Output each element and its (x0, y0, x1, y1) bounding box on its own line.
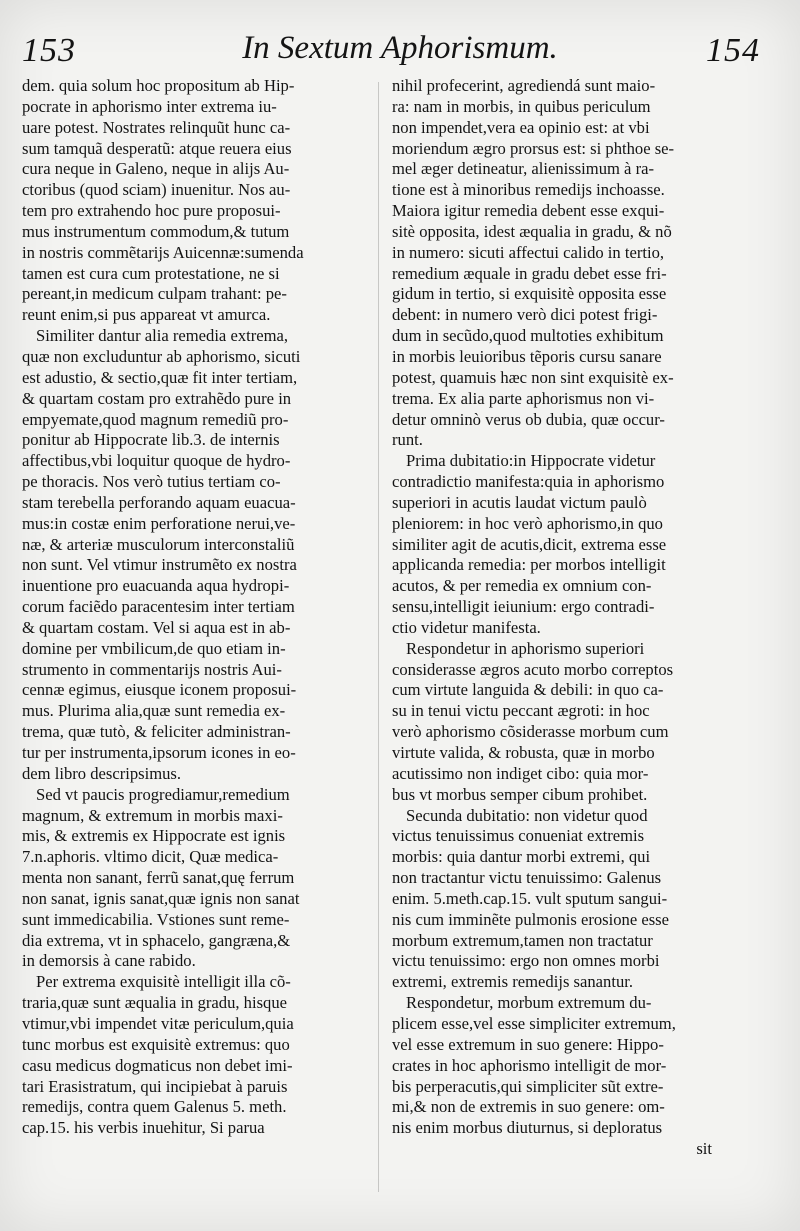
text-line: morbis: quia dantur morbi extremi, qui (392, 847, 651, 867)
text-line: plicem esse,vel esse simpliciter extremum, (392, 1013, 676, 1033)
text-line: corum faciẽdo paracentesim inter tertiam (22, 597, 295, 617)
text-line: tari Erasistratum, qui incipiebat à paruis (22, 1076, 288, 1096)
text-line: trema, quæ tutò, & feliciter administran- (22, 722, 291, 742)
text-line: tunc morbus est exquisitè extremus: quo (22, 1034, 290, 1054)
running-title: In Sextum Aphorismum. (242, 30, 558, 66)
text-line: potest, quamuis hæc non sint exquisitè ex- (392, 367, 674, 387)
text-line: bis perperacutis,qui simpliciter sũt extre- (392, 1076, 664, 1096)
text-line: similiter agit de acutis,dicit, extrema esse (392, 534, 667, 554)
text-line: sunt immedicabilia. Vstiones sunt reme- (22, 909, 290, 929)
text-line: nis enim morbus diuturnus, si deploratus (392, 1118, 663, 1138)
text-line: næ, & arteriæ musculorum interconstaliũ (22, 534, 295, 554)
text-line: acutissimo non indiget cibo: quia mor- (392, 763, 649, 783)
text-line: verò aphorismo cõsiderasse morbum cum (392, 722, 669, 742)
text-line: detur omninò verus ob dubia, quæ occur- (392, 409, 665, 429)
left-text-column (22, 76, 378, 1139)
text-line: in nostris commẽtarijs Auicennæ:sumenda (22, 242, 304, 262)
text-line: superiori in acutis laudat victum paulò (392, 492, 647, 512)
text-line: contradictio manifesta:quia in aphorismo (392, 472, 665, 492)
text-line: pocrate in aphorismo inter extrema iu- (22, 96, 277, 116)
text-line: enim. 5.meth.cap.15. vult sputum sangui- (392, 888, 668, 908)
text-line: ctio videtur manifesta. (392, 617, 541, 637)
text-line: Similiter dantur alia remedia extrema, (36, 326, 289, 346)
column-divider (378, 82, 379, 1192)
text-line: tem pro extrahendo hoc pure proposui- (22, 201, 281, 221)
text-line: trema. Ex alia parte aphorismus non vi- (392, 388, 655, 408)
text-line: strumento in commentarijs nostris Aui- (22, 659, 282, 679)
text-line: considerasse ægros acuto morbo correptos (392, 659, 674, 679)
text-line: sensu,intelligit ieiunium: ergo contradi- (392, 597, 655, 617)
text-line: pe thoracis. Nos verò tutius tertiam co- (22, 472, 281, 492)
text-line: mus instrumentum commodum,& tutum (22, 221, 290, 241)
text-line: gidum in tertio, si exquisitè opposita esse (392, 284, 667, 304)
text-line: non tractantur victu tenuissimo: Galenus (392, 868, 662, 888)
text-line: crates in hoc aphorismo intelligit de mor- (392, 1055, 667, 1075)
text-line: 7.n.aphoris. vltimo dicit, Quæ medica- (22, 847, 279, 867)
text-line: sum tamquã desperatũ: atque reuera eius (22, 138, 292, 158)
text-line: stam terebella perforando aquam euacua- (22, 492, 296, 512)
text-line: in numero: sicuti affectui calido in tertio, (392, 242, 665, 262)
text-line: morbum extremum,tamen non tractatur (392, 930, 653, 950)
text-line: vtimur,vbi impendet vitæ periculum,quia (22, 1013, 294, 1033)
text-line: cura neque in Galeno, neque in alijs Au- (22, 159, 290, 179)
text-line: & quartam costam pro extrahẽdo pure in (22, 388, 292, 408)
text-line: pleniorem: in hoc verò aphorismo,in quo (392, 513, 663, 533)
text-line: reunt enim,si pus appareat vt amurca. (22, 305, 271, 325)
text-line: & quartam costam. Vel si aqua est in ab- (22, 617, 291, 637)
text-line: tamen est cura cum protestatione, ne si (22, 263, 280, 283)
text-line: in morbis leuioribus tẽporis cursu sanare (392, 346, 662, 366)
text-line: nihil profecerint, agrediendá sunt maio- (392, 76, 656, 95)
text-line: runt. (392, 430, 423, 450)
text-line: dia extrema, vt in sphacelo, gangræna,& (22, 930, 291, 950)
text-line: mis, & extremis ex Hippocrate est ignis (22, 826, 286, 846)
text-line: su in tenui victu peccant ægroti: in hoc (392, 701, 650, 721)
text-line: ra: nam in morbis, in quibus periculum (392, 96, 651, 116)
text-line: bus vt morbus semper cibum prohibet. (392, 784, 648, 804)
text-line: magnum, & extremum in morbis maxi- (22, 805, 283, 825)
text-line: non sanat, ignis sanat,quæ ignis non sanat (22, 888, 300, 908)
text-line: non sunt. Vel vtimur instrumẽto ex nostra (22, 555, 297, 575)
text-line: extremi, extremis remedijs sanantur. (392, 972, 633, 992)
text-line: est adustio, & sectio,quæ fit inter tertiam, (22, 367, 298, 387)
text-line: virtute valida, & robusta, quæ in morbo (392, 743, 655, 762)
text-line: cennæ egimus, eiusque iconem proposui- (22, 680, 297, 700)
text-line: nis cum imminẽte pulmonis erosione esse (392, 909, 669, 929)
text-line: Prima dubitatio:in Hippocrate videtur (406, 451, 656, 471)
text-line: uare potest. Nostrates relinquũt hunc ca- (22, 117, 291, 137)
catchword: sit (696, 1139, 712, 1159)
text-line: sitè opposita, idest æqualia in gradu, & nõ (392, 221, 672, 241)
text-line: non impendet,vera ea opinio est: at vbi (392, 117, 650, 137)
text-line: domine per vmbilicum,de quo etiam in- (22, 638, 286, 658)
text-line: pereant,in medicum culpam trahant: pe- (22, 284, 287, 304)
text-line: Maiora igitur remedia debent esse exqui- (392, 201, 665, 221)
text-line: in demorsis à cane rabido. (22, 951, 196, 971)
text-line: mi,& non de extremis in suo genere: om- (392, 1097, 665, 1117)
text-line: ponitur ab Hippocrate lib.3. de internis (22, 430, 280, 450)
text-line: dem. quia solum hoc propositum ab Hip- (22, 76, 295, 95)
text-line: tione est à minoribus remedijs inchoasse. (392, 180, 665, 200)
text-line: Secunda dubitatio: non videtur quod (406, 805, 648, 825)
text-line: empyemate,quod magnum remediũ pro- (22, 409, 289, 429)
text-line: Respondetur in aphorismo superiori (406, 638, 645, 658)
text-line: remedium æquale in gradu debet esse fri- (392, 263, 667, 283)
text-line: Per extrema exquisitè intelligit illa cõ- (36, 972, 291, 992)
right-page-number: 154 (706, 32, 760, 69)
text-line: dum in secũdo,quod multoties exhibitum (392, 326, 664, 346)
text-line: Respondetur, morbum extremum du- (406, 993, 652, 1013)
text-line: mel æger detineatur, alienissimum à ra- (392, 159, 654, 179)
text-line: applicanda remedia: per morbos intelligit (392, 555, 666, 575)
text-line: vel esse extremum in suo genere: Hippo- (392, 1034, 664, 1054)
text-line: affectibus,vbi loquitur quoque de hydro- (22, 451, 291, 471)
text-line: dem libro descripsimus. (22, 763, 182, 783)
text-line: ctoribus (quod sciam) inuenitur. Nos au- (22, 180, 291, 200)
text-line: cum virtute languida & debili: in quo ca- (392, 680, 664, 700)
text-line: traria,quæ sunt æqualia in gradu, hisque (22, 993, 287, 1013)
text-line: cap.15. his verbis inuehitur, Si parua (22, 1118, 265, 1138)
text-line: quæ non excluduntur ab aphorismo, sicuti (22, 346, 301, 366)
page-header (0, 26, 800, 70)
text-line: debent: in numero verò dici potest frigi- (392, 305, 658, 325)
text-line: Sed vt paucis progrediamur,remedium (36, 784, 290, 804)
text-line: remedijs, contra quem Galenus 5. meth. (22, 1097, 287, 1117)
text-line: mus:in costæ enim perforatione nerui,ve- (22, 513, 296, 533)
right-text-column (392, 76, 770, 1160)
text-line: mus. Plurima alia,quæ sunt remedia ex- (22, 701, 286, 721)
left-page-number: 153 (22, 32, 76, 69)
text-line: victus tenuissimus conueniat extremis (392, 826, 645, 846)
text-line: menta non sanant, ferrũ sanat,quę ferrum (22, 868, 295, 888)
text-line: inuentione pro euacuanda aqua hydropi- (22, 576, 290, 596)
text-line: casu medicus dogmaticus non debet imi- (22, 1055, 293, 1075)
text-line: victu tenuissimo: ergo non omnes morbi (392, 951, 660, 971)
text-line: tur per instrumenta,ipsorum icones in eo- (22, 743, 296, 762)
text-line: acutos, & per remedia ex omnium con- (392, 576, 652, 596)
text-line: moriendum ægro prorsus est: si phthoe se- (392, 138, 675, 158)
